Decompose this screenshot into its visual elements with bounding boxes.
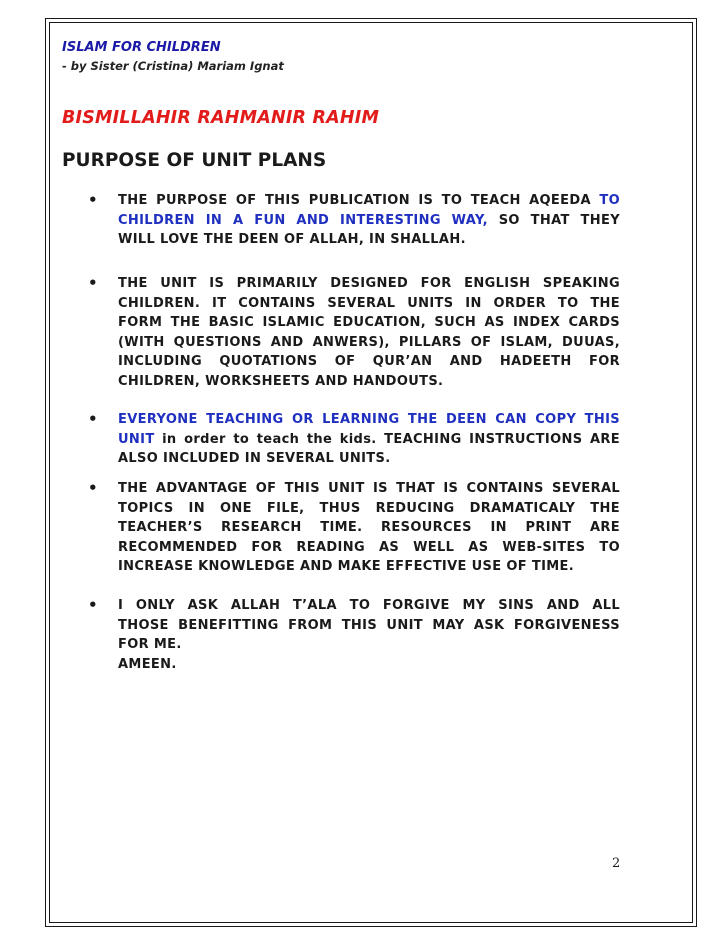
- text-line: ALSO INCLUDED IN SEVERAL UNITS.: [118, 451, 391, 467]
- list-item-purpose: [88, 191, 620, 250]
- text-line: FORM THE BASIC ISLAMIC EDUCATION, SUCH AS INDEX CARDS: [118, 315, 620, 331]
- text-line: INCLUDING QUOTATIONS OF QUR’AN AND HADEETH FOR: [118, 354, 620, 370]
- text-line: THOSE BENEFITTING FROM THIS UNIT MAY ASK FORGIVENESS: [118, 617, 620, 633]
- text-line: TOPICS IN ONE FILE, THUS REDUCING DRAMATICALY THE: [118, 500, 620, 516]
- bullet-icon: •: [88, 274, 98, 292]
- text-line: RECOMMENDED FOR READING AS WELL AS WEB-SITES TO: [118, 539, 620, 555]
- text-line: THE PURPOSE OF THIS PUBLICATION IS TO TEACH AQEEDA TO: [118, 193, 620, 208]
- bullet-icon: •: [88, 410, 98, 428]
- list-item-text: [118, 274, 620, 392]
- text-line: THE ADVANTAGE OF THIS UNIT IS THAT IS CONTAINS SEVERAL: [118, 481, 620, 496]
- highlighted-text: EVERYONE TEACHING OR LEARNING THE DEEN CAN COPY THIS: [118, 412, 620, 427]
- page-number: 2: [612, 856, 621, 871]
- bullet-icon: •: [88, 191, 98, 209]
- bismillah-heading: BISMILLAHIR RAHMANIR RAHIM: [62, 108, 380, 128]
- text-line: (WITH QUESTIONS AND ANWERS), PILLARS OF ISLAM, DUUAS,: [118, 334, 620, 350]
- highlighted-text: TO: [599, 193, 620, 208]
- list-item-text: [118, 191, 620, 250]
- list-item-text: [118, 410, 620, 469]
- text-line: TEACHER’S RESEARCH TIME. RESOURCES IN PRINT ARE: [118, 520, 620, 536]
- list-item-copy: [88, 410, 620, 469]
- highlighted-text: CHILDREN IN A FUN AND INTERESTING WAY,: [118, 212, 488, 228]
- document-title: ISLAM FOR CHILDREN: [62, 40, 221, 55]
- list-item-text: [118, 596, 620, 674]
- bullet-icon: •: [88, 479, 98, 497]
- section-heading: PURPOSE OF UNIT PLANS: [62, 150, 327, 171]
- list-item-text: [118, 479, 620, 577]
- bullet-icon: •: [88, 596, 98, 614]
- text-line: CHILDREN. IT CONTAINS SEVERAL UNITS IN ORDER TO THE: [118, 295, 620, 311]
- list-item-forgiveness: [88, 596, 620, 674]
- text-line: CHILDREN, WORKSHEETS AND HANDOUTS.: [118, 373, 444, 389]
- text-line: FOR ME.: [118, 637, 182, 653]
- list-item-advantage: [88, 479, 620, 577]
- text-line: INCREASE KNOWLEDGE AND MAKE EFFECTIVE USE OF TIME.: [118, 559, 575, 575]
- text-line: AMEEN.: [118, 656, 177, 672]
- document-author: - by Sister (Cristina) Mariam Ignat: [62, 59, 284, 73]
- text-line: UNIT in order to teach the kids. TEACHING INSTRUCTIONS ARE: [118, 431, 620, 447]
- list-item-design: [88, 274, 620, 392]
- text-line: THE UNIT IS PRIMARILY DESIGNED FOR ENGLISH SPEAKING: [118, 276, 620, 291]
- highlighted-text: UNIT: [118, 431, 155, 447]
- text-line: CHILDREN IN A FUN AND INTERESTING WAY, SO THAT THEY: [118, 212, 620, 228]
- text-line: WILL LOVE THE DEEN OF ALLAH, IN SHALLAH.: [118, 232, 466, 248]
- text-line: I ONLY ASK ALLAH T’ALA TO FORGIVE MY SINS AND ALL: [118, 598, 620, 613]
